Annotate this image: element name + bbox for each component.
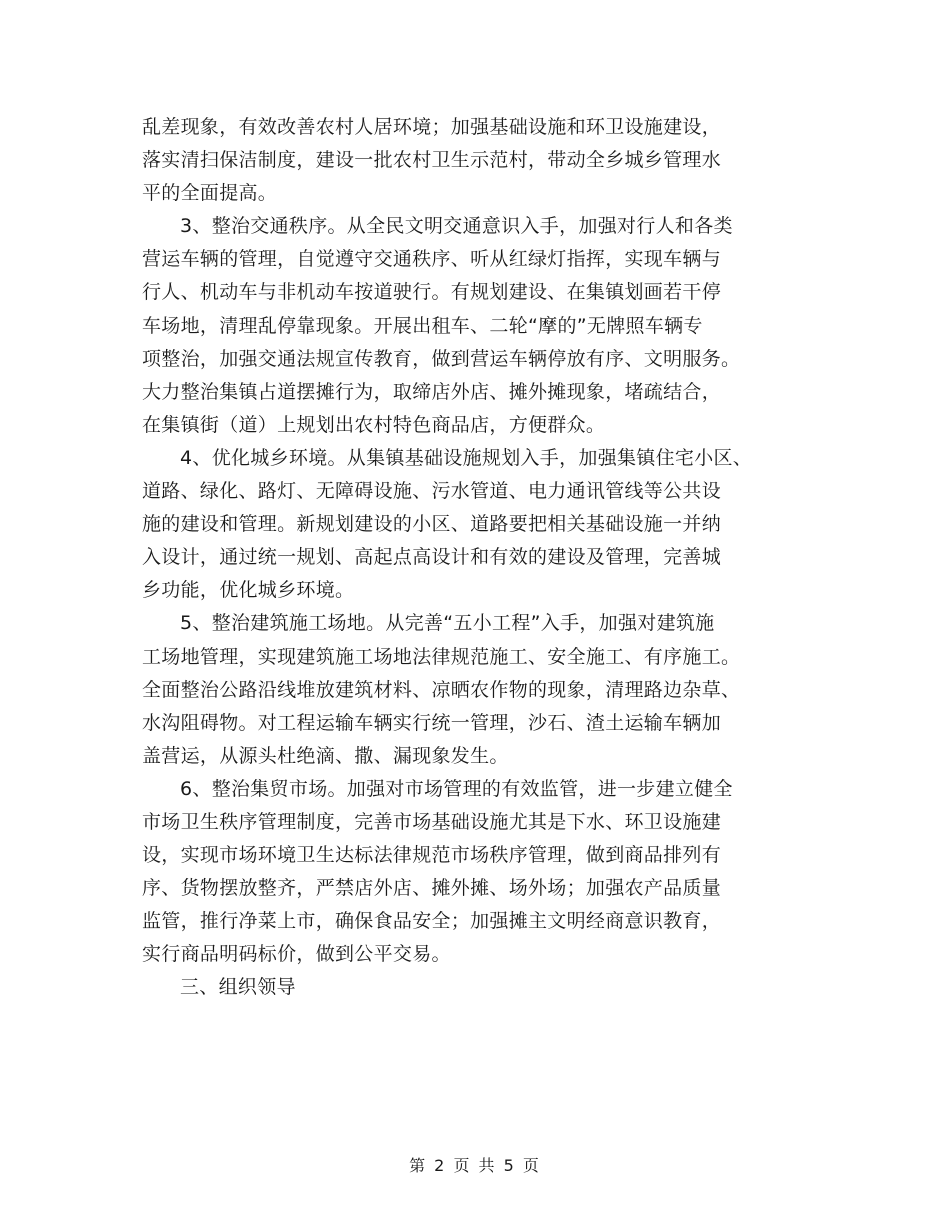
document-line: 入设计，通过统一规划、高起点高设计和有效的建设及管理，完善城 (142, 546, 722, 569)
document-line: 平的全面提高。 (142, 182, 278, 205)
document-line: 5、整治建筑施工场地。从完善“五小工程”入手，加强对建筑施 (180, 612, 715, 635)
document-line: 盖营运，从源头杜绝滴、撒、漏现象发生。 (142, 744, 509, 767)
document-line: 大力整治集镇占道摆摊行为，取缔店外店、摊外摊现象，堵疏结合， (142, 380, 722, 403)
document-line: 设，实现市场环境卫生达标法律规范市场秩序管理，做到商品排列有 (142, 844, 722, 867)
document-line: 行人、机动车与非机动车按道驶行。有规划建设、在集镇划画若干停 (142, 281, 722, 304)
document-line: 项整治，加强交通法规宣传教育，做到营运车辆停放有序、文明服务。 (142, 347, 741, 370)
document-line: 水沟阻碍物。对工程运输车辆实行统一管理，沙石、渣土运输车辆加 (142, 711, 722, 734)
document-line: 全面整治公路沿线堆放建筑材料、凉晒农作物的现象，清理路边杂草、 (142, 678, 741, 701)
document-line: 乱差现象，有效改善农村人居环境；加强基础设施和环卫设施建设， (142, 116, 722, 138)
page-footer: 第 2 页 共 5 页 (409, 1156, 541, 1175)
document-line: 落实清扫保洁制度，建设一批农村卫生示范村，带动全乡城乡管理水 (142, 149, 722, 172)
document-line: 施的建设和管理。新规划建设的小区、道路要把相关基础设施一并纳 (142, 513, 722, 536)
document-line: 车场地，清理乱停靠现象。开展出租车、二轮“摩的”无牌照车辆专 (142, 314, 703, 337)
document-body (142, 111, 832, 1005)
document-line: 实行商品明码标价，做到公平交易。 (142, 943, 451, 966)
document-line: 4、优化城乡环境。从集镇基础设施规划入手，加强集镇住宅小区、 (180, 446, 753, 469)
document-line: 营运车辆的管理，自觉遵守交通秩序、听从红绿灯指挥，实现车辆与 (142, 248, 722, 271)
document-line: 序、货物摆放整齐，严禁店外店、摊外摊、场外场；加强农产品质量 (142, 877, 722, 900)
document-line: 监管，推行净菜上市，确保食品安全；加强摊主文明经商意识教育， (142, 910, 722, 933)
document-line: 市场卫生秩序管理制度，完善市场基础设施尤其是下水、环卫设施建 (142, 810, 722, 833)
document-line: 道路、绿化、路灯、无障碍设施、污水管道、电力通讯管线等公共设 (142, 480, 722, 503)
document-line: 6、整治集贸市场。加强对市场管理的有效监管，进一步建立健全 (180, 777, 733, 800)
document-line: 在集镇街（道）上规划出农村特色商品店，方便群众。 (142, 413, 606, 436)
document-line: 乡功能，优化城乡环境。 (142, 579, 355, 602)
document-line: 工场地管理，实现建筑施工场地法律规范施工、安全施工、有序施工。 (142, 645, 741, 668)
document-line: 3、整治交通秩序。从全民文明交通意识入手，加强对行人和各类 (180, 215, 733, 238)
document-line: 三、组织领导 (180, 976, 296, 999)
